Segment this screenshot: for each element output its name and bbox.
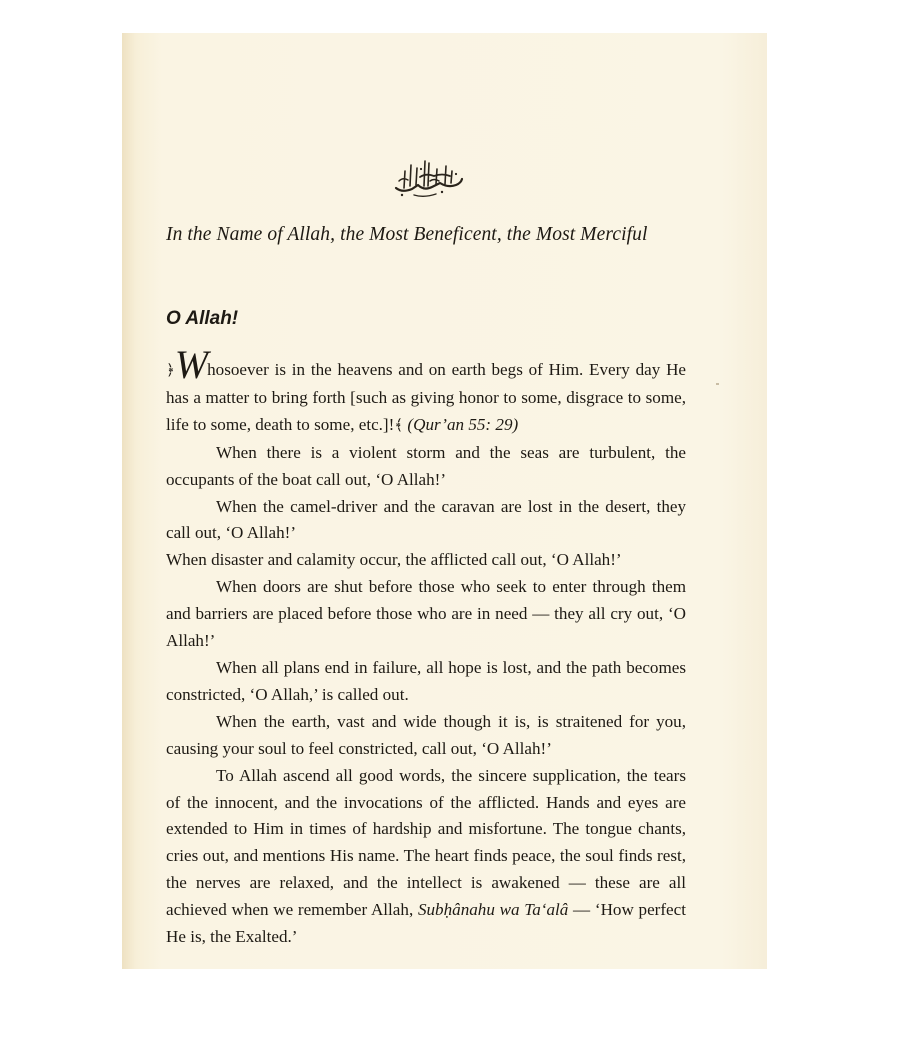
paragraph-text: To Allah ascend all good words, the sincere supplication, the tears of the innocent, and the invocations of the afflicted. Hands and eyes are extended to Him in times of hardship and misfortune. The tongue chants, cries out, and mentions His name. The heart finds peace, the soul finds rest, the nerves are relaxed, and the intellect is awakened — these are all achieved when we remember Allah, [166, 765, 686, 920]
section-title: O Allah! [166, 308, 239, 329]
paragraph: When disaster and calamity occur, the afflicted call out, ‘O Allah!’ [166, 550, 622, 570]
paragraph: When there is a violent storm and the seas are turbulent, the occupants of the boat call out, ‘O Allah!’ [166, 442, 686, 489]
arabic-calligraphy-basmala-icon [390, 155, 466, 199]
book-page [122, 33, 767, 969]
page-heading: In the Name of Allah, the Most Beneficent, the Most Merciful [166, 224, 648, 245]
paragraph [166, 763, 686, 951]
arabic-term: Subḥânahu wa Ta‘alâ [417, 900, 569, 920]
ornate-bracket-open-icon: ﴿ [166, 363, 175, 379]
ornate-bracket-close-icon: ﴾ [394, 417, 404, 434]
body-text [166, 342, 686, 951]
paper-speck [716, 383, 719, 385]
quran-citation: (Qur’an 55: 29) [407, 414, 519, 434]
paragraph: When doors are shut before those who seek to enter through them and barriers are placed before those who are in need — they all cry out, ‘O Allah!’ [166, 577, 686, 651]
paragraph: When the earth, vast and wide though it is, is straitened for you, causing your soul to feel constricted, call out, ‘O Allah!’ [166, 711, 686, 758]
paragraph: When the camel-driver and the caravan are lost in the desert, they call out, ‘O Allah!’ [166, 496, 686, 543]
drop-cap: W [174, 342, 207, 387]
opening-text: hosoever is in the heavens and on earth begs of Him. Every day He has a matter to bring forth [such as giving honor to some, disgrace to some, life to some, death to some, etc.]! [166, 360, 686, 434]
closing-text: — ‘How perfect He is, the Exalted.’ [166, 900, 686, 947]
paragraph: When all plans end in failure, all hope is lost, and the path becomes constricted, ‘O Allah,’ is called out. [166, 657, 686, 704]
opening-paragraph [166, 342, 686, 440]
